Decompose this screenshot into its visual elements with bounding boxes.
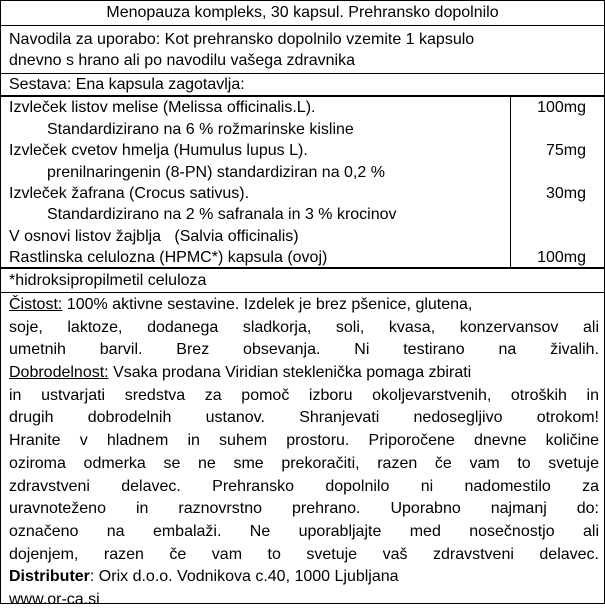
distributor-line bbox=[9, 566, 599, 589]
ingredient-amount: 100mg bbox=[537, 249, 586, 266]
purity-line: soje, laktoze, dodanega sladkorja, soli, kvasa, konzervansov ali bbox=[9, 318, 599, 336]
ingredient-name: V osnovi listov žajblja (Salvia officinalis) bbox=[9, 228, 299, 245]
directions-section bbox=[1, 26, 604, 74]
charity-line: zdravstveni delavec. Prehransko dopolnilo ni nadomestilo za bbox=[9, 477, 599, 495]
ingredient-name: Izvleček cvetov hmelja (Humulus lupus L). bbox=[9, 142, 308, 159]
charity-line: drugih dobrodelnih ustanov. Shranjevati nedosegljivo otrokom! bbox=[9, 409, 599, 427]
charity-text: Vsaka prodana Viridian steklenička pomaga zbirati bbox=[113, 364, 472, 382]
table-row bbox=[1, 226, 604, 248]
footnote: *hidroksipropilmetil celuloza bbox=[1, 269, 604, 293]
table-row bbox=[1, 97, 604, 119]
ingredient-name: Izvleček listov melise (Melissa officinalis.L). bbox=[9, 99, 316, 116]
table-row bbox=[1, 247, 604, 269]
table-row bbox=[1, 119, 604, 141]
charity-line: oziroma odmerka se ne sme prekoračiti, razen če vam to svetuje bbox=[9, 454, 599, 472]
ingredient-amount: 30mg bbox=[545, 185, 586, 202]
charity-line: označeno na embalaži. Ne uporabljajte med nosečnostjo ali bbox=[9, 522, 599, 540]
table-row bbox=[1, 183, 604, 205]
charity-heading: Dobrodelnost: bbox=[9, 364, 109, 382]
charity-line: dojenjem, razen če vam to svetuje vaš zdravstveni delavec. bbox=[9, 545, 599, 563]
table-row bbox=[1, 204, 604, 226]
ingredients-table bbox=[1, 95, 604, 269]
charity-line: in ustvarjati sredstva za pomoč izboru okoljevarstvenih, otroških in bbox=[9, 386, 599, 404]
distributor-heading: Distributer bbox=[9, 568, 90, 586]
charity-line: Hranite v hladnem in suhem prostoru. Priporočene dnevne količine bbox=[9, 432, 599, 450]
directions-line: dnevno s hrano ali po navodilu vašega zdravnika bbox=[9, 52, 356, 69]
table-row bbox=[1, 162, 604, 184]
website-link: www.or-ca.si bbox=[9, 590, 100, 608]
ingredient-standardization: Standardizirano na 2 % safranala in 3 % krocinov bbox=[47, 206, 397, 223]
charity-line: uravnoteženo in raznovrstno prehrano. Uporabno najmanj do: bbox=[9, 500, 599, 518]
ingredient-name: Rastlinska celulozna (HPMC*) kapsula (ovoj) bbox=[9, 249, 328, 266]
ingredient-amount: 75mg bbox=[545, 142, 586, 159]
ingredient-standardization: prenilnaringenin (8-PN) standardiziran na 0,2 % bbox=[47, 164, 385, 181]
ingredient-standardization: Standardizirano na 6 % rožmarinske kisline bbox=[47, 121, 354, 138]
directions-line: Navodila za uporabo: Kot prehransko dopolnilo vzemite 1 kapsulo bbox=[9, 31, 475, 48]
purity-text: 100% aktivne sestavine. Izdelek je brez pšenice, glutena, bbox=[66, 296, 473, 313]
label-title: Menopauza kompleks, 30 kapsul. Prehransko dopolnilo bbox=[1, 1, 604, 26]
purity-heading: Čistost: bbox=[9, 296, 63, 313]
purity-line: umetnih barvil. Brez obsevanja. Ni testirano na živalih. bbox=[9, 341, 599, 359]
ingredient-amount: 100mg bbox=[537, 99, 586, 116]
table-row bbox=[1, 140, 604, 162]
label-body-text bbox=[9, 294, 599, 612]
purity-line bbox=[9, 294, 599, 317]
composition-label: Sestava: Ena kapsula zagotavlja: bbox=[9, 76, 245, 93]
distributor-address: : Orix d.o.o. Vodnikova c.40, 1000 Ljubljana bbox=[89, 568, 399, 586]
ingredient-name: Izvleček žafrana (Crocus sativus). bbox=[9, 185, 250, 202]
charity-line bbox=[9, 362, 599, 385]
